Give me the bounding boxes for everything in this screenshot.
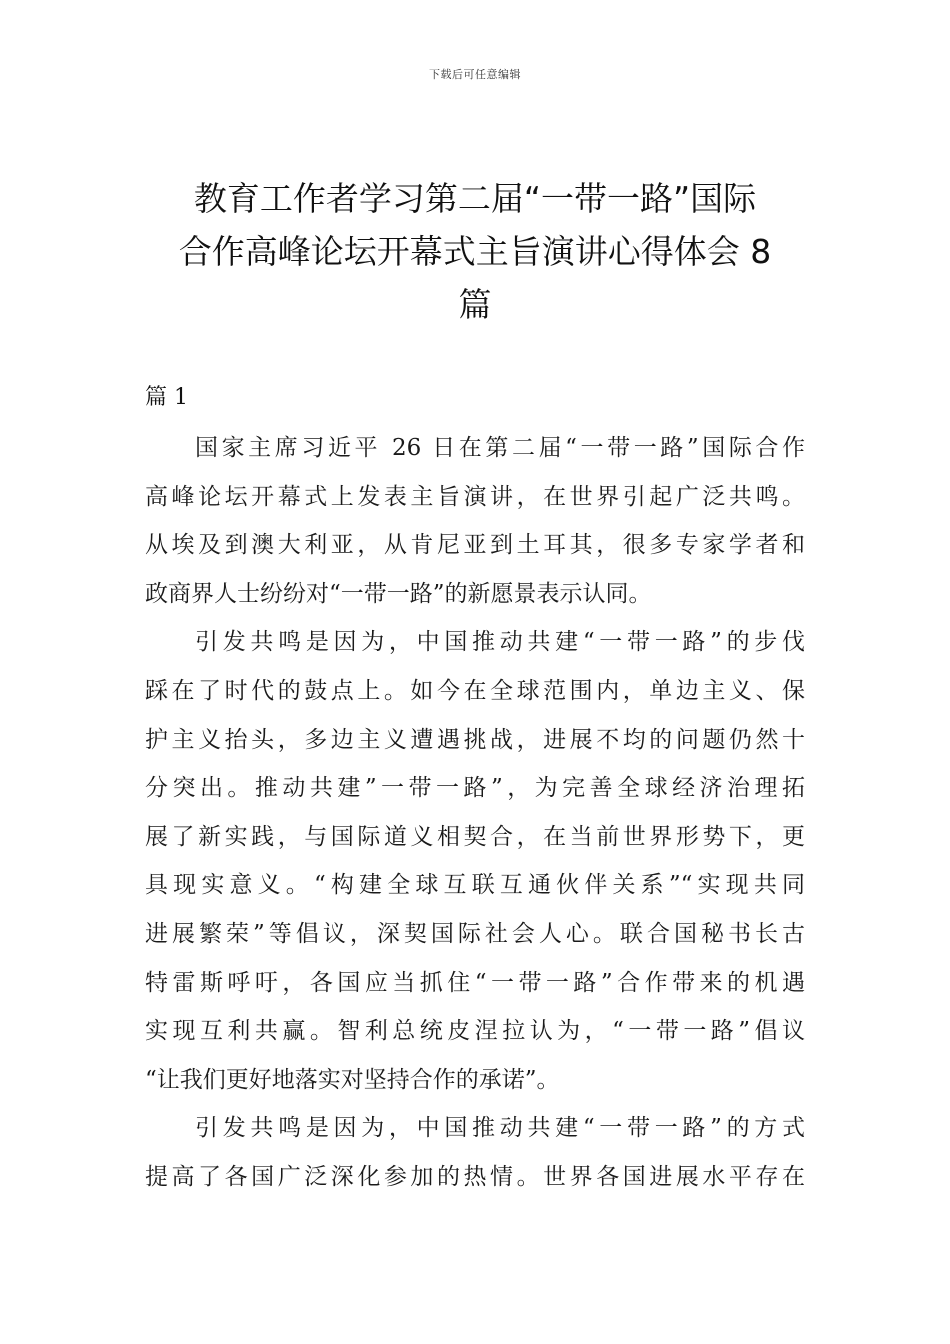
text-line: 踩在了时代的鼓点上。如今在全球范围内，单边主义、保 (145, 677, 805, 704)
text-line: 高峰论坛开幕式上发表主旨演讲，在世界引起广泛共鸣。 (145, 483, 805, 510)
text-line: 提高了各国广泛深化参加的热情。世界各国进展水平存在 (145, 1163, 805, 1190)
text-line: 护主义抬头，多边主义遭遇挑战，进展不均的问题仍然十 (145, 726, 805, 753)
text-line: 实现互利共赢。智利总统皮涅拉认为，“一带一路”倡议 (145, 1018, 805, 1045)
text-line: 政商界人士纷纷对“一带一路”的新愿景表示认同。 (145, 580, 652, 607)
text-line: 进展繁荣”等倡议，深契国际社会人心。联合国秘书长古 (145, 920, 805, 947)
title-line: 篇 (458, 285, 492, 324)
paragraph (145, 618, 805, 1104)
section-heading: 篇 1 (145, 385, 188, 410)
paragraph (145, 424, 805, 618)
text-line: 引发共鸣是因为，中国推动共建“一带一路”的方式 (195, 1115, 805, 1142)
title-line: 合作高峰论坛开幕式主旨演讲心得体会 8 (178, 232, 772, 271)
document-body (145, 424, 805, 1202)
text-line: 从埃及到澳大利亚，从肯尼亚到土耳其，很多专家学者和 (145, 532, 805, 559)
text-line: 分突出。推动共建”一带一路”，为完善全球经济治理拓 (145, 775, 805, 802)
text-line: 特雷斯呼吁，各国应当抓住“一带一路”合作带来的机遇 (145, 969, 805, 996)
text-line: 引发共鸣是因为，中国推动共建“一带一路”的步伐 (195, 629, 805, 656)
page-header-note: 下载后可任意编辑 (429, 68, 521, 81)
text-line: 国家主席习近平 26 日在第二届“一带一路”国际合作 (195, 435, 805, 461)
paragraph (145, 1104, 805, 1201)
document-title (145, 172, 805, 331)
title-line: 教育工作者学习第二届“一带一路”国际 (193, 179, 757, 218)
text-line: 具现实意义。“构建全球互联互通伙伴关系”“实现共同 (145, 872, 805, 899)
text-line: 展了新实践，与国际道义相契合，在当前世界形势下，更 (145, 823, 805, 850)
text-line: “让我们更好地落实对坚持合作的承诺”。 (145, 1066, 560, 1093)
